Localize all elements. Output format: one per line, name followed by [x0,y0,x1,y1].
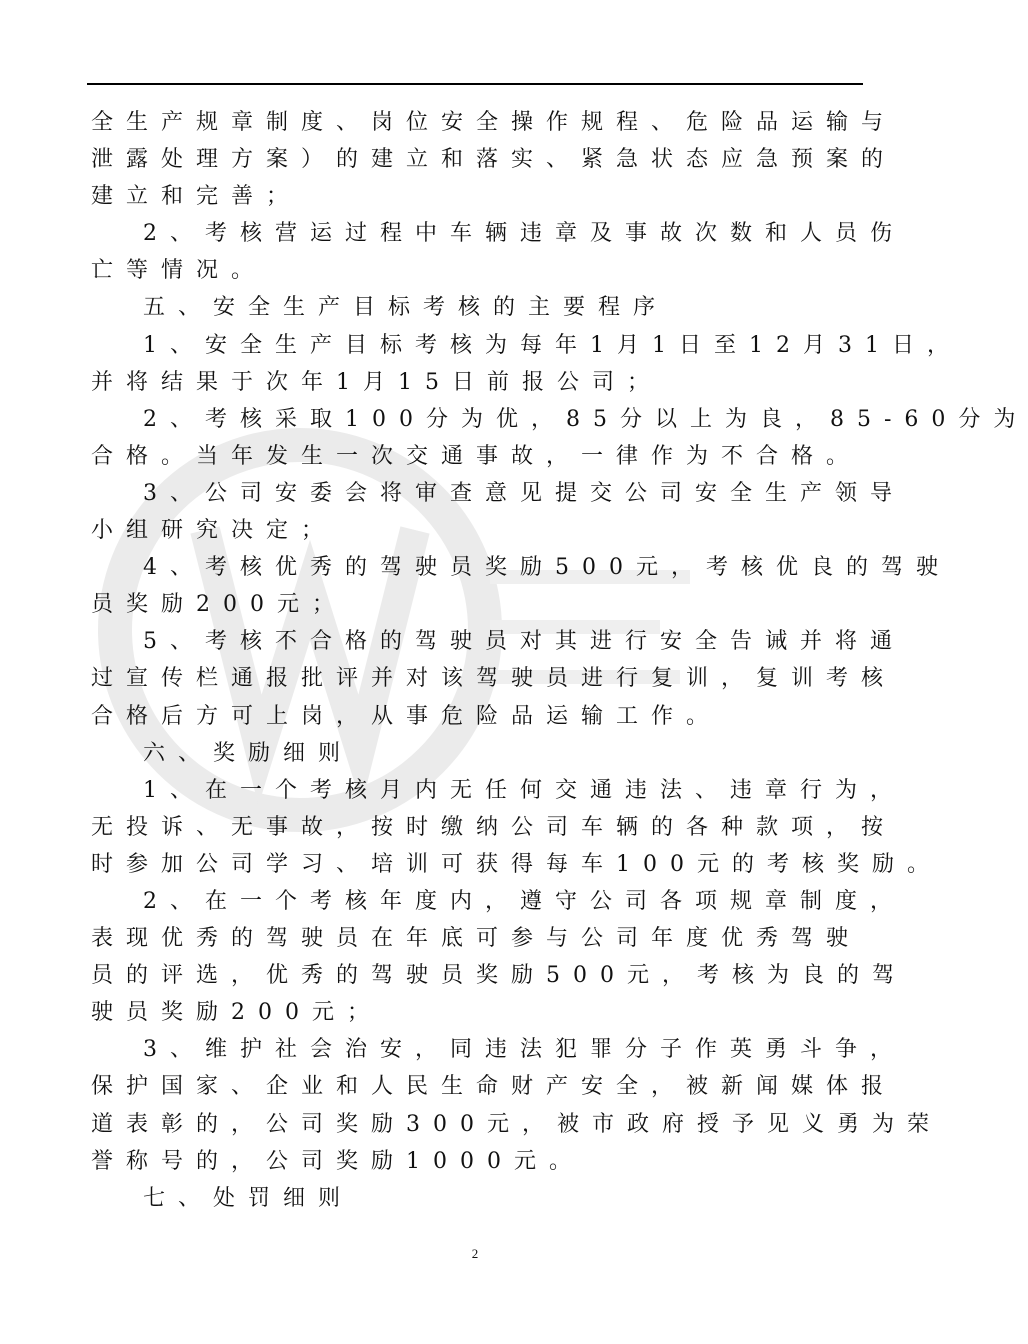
text-line: 员的评选，优秀的驾驶员奖励500元，考核为良的驾 [91,963,907,989]
page-number: 2 [471,1246,479,1261]
text-line: 2、考核采取100分为优，85分以上为良，85-60分为 [143,406,1028,432]
text-line: 亡等情况。 [91,258,267,284]
text-line: 合格后方可上岗，从事危险品运输工作。 [91,703,722,729]
text-line: 全生产规章制度、岗位安全操作规程、危险品运输与 [91,110,897,135]
text-line: 1、安全生产目标考核为每年1月1日至12月31日， [143,332,962,358]
section-heading: 六、奖励细则 [143,740,354,766]
text-line: 建立和完善； [91,184,302,210]
section-heading: 五、安全生产目标考核的主要程序 [143,295,669,321]
text-line: 保护国家、企业和人民生命财产安全，被新闻媒体报 [91,1074,897,1100]
text-line: 过宣传栏通报批评并对该驾驶员进行复训，复训考核 [91,666,897,692]
text-line: 员奖励200元； [91,592,347,618]
text-line: 2、在一个考核年度内，遵守公司各项规章制度， [143,888,905,914]
header-rule [87,83,863,85]
text-line: 5、考核不合格的驾驶员对其进行安全告诫并将通 [143,629,905,655]
text-line: 道表彰的，公司奖励300元，被市政府授予见义勇为荣 [91,1111,942,1137]
text-line: 4、考核优秀的驾驶员奖励500元，考核优良的驾驶 [143,555,951,581]
text-line: 无投诉、无事故，按时缴纳公司车辆的各种款项，按 [91,814,897,840]
text-line: 1、在一个考核月内无任何交通违法、违章行为， [143,777,905,803]
text-line: 并将结果于次年1月15日前报公司； [91,369,662,395]
document-body [91,104,1028,1217]
text-line: 誉称号的，公司奖励1000元。 [91,1148,584,1174]
section-heading: 七、处罚细则 [143,1185,354,1211]
text-line: 驶员奖励200元； [91,1000,382,1026]
text-line: 泄露处理方案）的建立和落实、紧急状态应急预案的 [91,147,897,173]
text-line: 3、公司安委会将审查意见提交公司安全生产领导 [143,480,905,506]
text-line: 小组研究决定； [91,518,337,544]
text-line: 3、维护社会治安，同违法犯罪分子作英勇斗争， [143,1037,905,1063]
text-line: 合格。当年发生一次交通事故，一律作为不合格。 [91,443,862,469]
text-line: 表现优秀的驾驶员在年底可参与公司年度优秀驾驶 [91,926,862,952]
text-line: 2、考核营运过程中车辆违章及事故次数和人员伤 [143,221,905,247]
text-line: 时参加公司学习、培训可获得每车100元的考核奖励。 [91,851,942,877]
